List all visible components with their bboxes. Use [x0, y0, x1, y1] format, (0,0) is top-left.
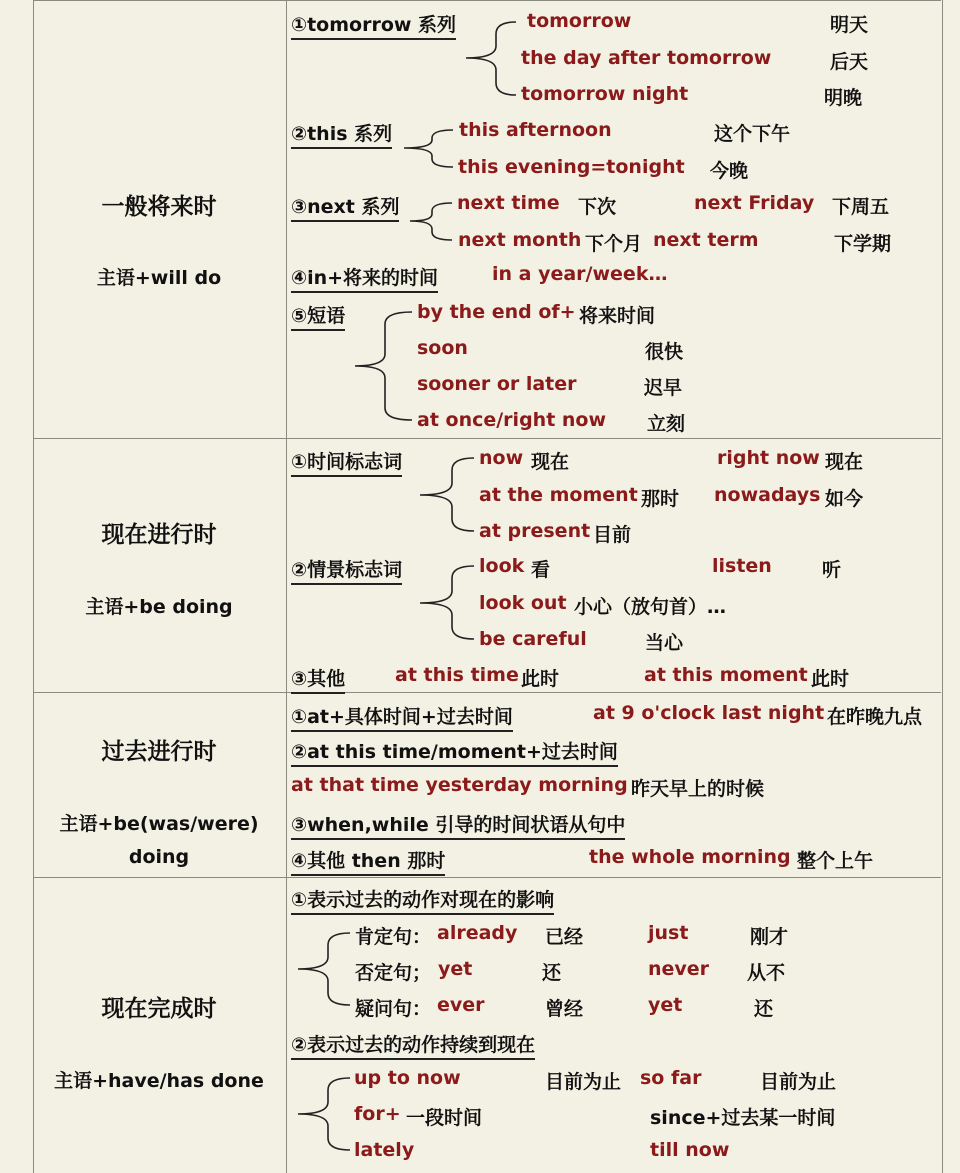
tense-formula-past-progressive: 主语+be(was/were) — [59, 813, 259, 835]
phrase-en: in a year/week… — [492, 263, 668, 285]
phrase-zh: 下个月 — [585, 233, 643, 255]
sentence-type-label: 疑问句： — [355, 998, 432, 1020]
phrase-zh: 整个上午 — [797, 850, 874, 872]
phrase-zh: 此时 — [811, 668, 850, 690]
phrase-en: now — [479, 447, 524, 469]
phrase-zh: 明晚 — [824, 87, 863, 109]
category-heading: ④其他 then 那时 — [291, 846, 445, 876]
phrase-zh: 从不 — [747, 962, 786, 984]
phrase-en: soon — [417, 337, 468, 359]
category-heading: ③其他 — [291, 664, 345, 694]
row-divider-1 — [34, 438, 941, 439]
phrase-zh: since+过去某一时间 — [650, 1107, 836, 1129]
phrase-zh: 还 — [754, 998, 774, 1020]
sentence-type-label: 肯定句： — [355, 926, 432, 948]
phrase-zh: 在昨晚九点 — [827, 706, 923, 728]
phrase-en: just — [648, 922, 689, 944]
phrase-zh: 刚才 — [750, 926, 789, 948]
category-heading: ①时间标志词 — [291, 447, 402, 477]
row-divider-2 — [34, 692, 941, 693]
category-heading: ①at+具体时间+过去时间 — [291, 702, 513, 732]
tense-formula-present-progressive: 主语+be doing — [85, 596, 233, 618]
phrase-zh: 后天 — [830, 51, 869, 73]
phrase-zh: 看 — [531, 559, 551, 581]
phrase-en: at 9 o'clock last night — [593, 702, 825, 724]
tense-formula-present-perfect: 主语+have/has done — [54, 1070, 264, 1092]
phrase-en: next time — [457, 192, 560, 214]
phrase-zh: 目前 — [593, 524, 632, 546]
tense-formula-past-progressive-line2: doing — [128, 846, 190, 868]
category-heading: ③when,while 引导的时间状语从句中 — [291, 810, 625, 840]
phrase-zh: 下次 — [578, 196, 617, 218]
phrase-zh: 目前为止 — [545, 1071, 622, 1093]
phrase-en: the whole morning — [589, 846, 791, 868]
tense-formula-future: 主语+will do — [96, 267, 222, 289]
phrase-en: the day after tomorrow — [521, 47, 772, 69]
phrase-en: yet — [438, 958, 473, 980]
phrase-en: be careful — [479, 628, 587, 650]
phrase-zh: 目前为止 — [760, 1071, 837, 1093]
phrase-en: at this moment — [644, 664, 808, 686]
table-border-top — [34, 0, 941, 1]
phrase-en: lately — [354, 1139, 415, 1161]
phrase-zh: 当心 — [645, 632, 684, 654]
phrase-zh: 已经 — [545, 926, 584, 948]
phrase-en: at present — [479, 520, 591, 542]
category-heading: ②at this time/moment+过去时间 — [291, 737, 618, 767]
phrase-en: by the end of+ — [417, 301, 576, 323]
category-heading: ⑤短语 — [291, 301, 345, 331]
phrase-zh: 很快 — [645, 341, 684, 363]
phrase-zh: 现在 — [531, 451, 570, 473]
phrase-zh: 迟早 — [644, 377, 683, 399]
category-heading: ②表示过去的动作持续到现在 — [291, 1030, 535, 1060]
phrase-zh: 此时 — [521, 668, 560, 690]
phrase-zh: 那时 — [641, 488, 680, 510]
phrase-en: look out — [479, 592, 567, 614]
phrase-en: ever — [437, 994, 485, 1016]
phrase-zh: 下周五 — [832, 196, 890, 218]
category-heading: ②情景标志词 — [291, 555, 402, 585]
phrase-en: nowadays — [714, 484, 821, 506]
phrase-zh: 这个下午 — [714, 123, 791, 145]
phrase-zh: 今晚 — [710, 160, 749, 182]
phrase-en: tomorrow — [527, 10, 632, 32]
phrase-en: yet — [648, 994, 683, 1016]
phrase-en: this evening=tonight — [458, 156, 685, 178]
phrase-en: for+ — [354, 1103, 401, 1125]
category-heading: ②this 系列 — [291, 119, 392, 149]
phrase-zh: 昨天早上的时候 — [631, 778, 765, 800]
phrase-en: at that time yesterday morning — [291, 774, 628, 796]
phrase-en: sooner or later — [417, 373, 577, 395]
phrase-zh: 小心（放句首）… — [574, 596, 727, 618]
phrase-en: at once/right now — [417, 409, 607, 431]
phrase-en: at the moment — [479, 484, 638, 506]
phrase-en: till now — [650, 1139, 730, 1161]
phrase-zh: 如今 — [825, 488, 864, 510]
phrase-en: at this time — [395, 664, 519, 686]
phrase-en: already — [437, 922, 518, 944]
tense-title-past-progressive: 过去进行时 — [101, 739, 217, 765]
phrase-en: next term — [653, 229, 759, 251]
phrase-en: listen — [712, 555, 772, 577]
category-heading: ③next 系列 — [291, 192, 399, 222]
tense-title-present-perfect: 现在完成时 — [101, 996, 217, 1022]
phrase-zh: 听 — [822, 559, 842, 581]
tense-title-present-progressive: 现在进行时 — [101, 522, 217, 548]
phrase-zh: 现在 — [825, 451, 864, 473]
phrase-zh: 还 — [542, 962, 562, 984]
phrase-zh: 一段时间 — [406, 1107, 483, 1129]
category-heading: ④in+将来的时间 — [291, 263, 438, 293]
category-heading: ①tomorrow 系列 — [291, 10, 456, 40]
phrase-en: look — [479, 555, 525, 577]
phrase-en: right now — [717, 447, 820, 469]
phrase-en: tomorrow night — [521, 83, 689, 105]
column-divider — [286, 0, 287, 1173]
row-divider-3 — [34, 877, 941, 878]
sentence-type-label: 否定句； — [355, 962, 432, 984]
phrase-zh: 曾经 — [545, 998, 584, 1020]
phrase-en: this afternoon — [459, 119, 612, 141]
phrase-en: next Friday — [694, 192, 815, 214]
phrase-zh: 立刻 — [647, 413, 686, 435]
tense-title-future: 一般将来时 — [101, 194, 217, 220]
phrase-zh: 将来时间 — [579, 305, 656, 327]
phrase-zh: 下学期 — [834, 233, 892, 255]
phrase-zh: 明天 — [830, 14, 869, 36]
phrase-en: so far — [640, 1067, 702, 1089]
phrase-en: next month — [458, 229, 582, 251]
category-heading: ①表示过去的动作对现在的影响 — [291, 885, 554, 915]
phrase-en: up to now — [354, 1067, 461, 1089]
phrase-en: never — [648, 958, 710, 980]
